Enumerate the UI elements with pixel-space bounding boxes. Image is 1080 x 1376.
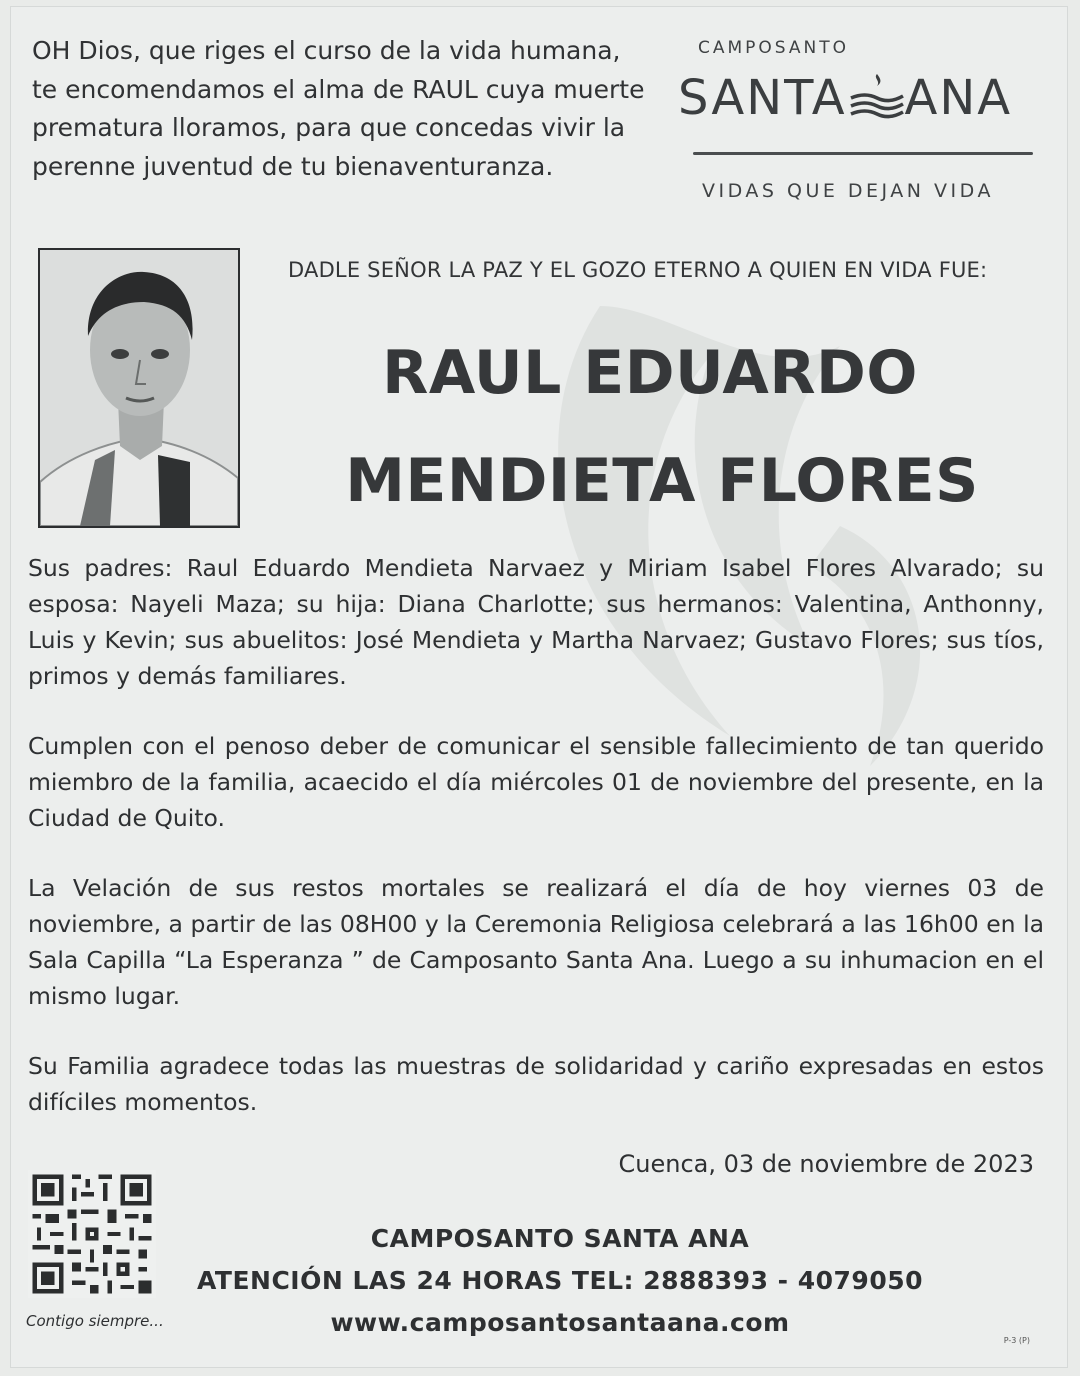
- opening-prayer: OH Dios, que riges el curso de la vida humana, te encomendamos el alma de RAUL cuya muerte prematura lloramos, para que concedas vivir la perenne juventud de tu bienaventuranza.: [32, 36, 645, 181]
- qr-code[interactable]: [28, 1170, 156, 1298]
- footer-website-link[interactable]: www.camposantosantaana.com: [330, 1308, 790, 1337]
- footer-phone[interactable]: ATENCIÓN LAS 24 HORAS TEL: 2888393 - 4079050: [196, 1266, 924, 1295]
- deceased-name-line1: RAUL EDUARDO: [382, 338, 918, 408]
- announcement-paragraph: Cumplen con el penoso deber de comunicar el sensible fallecimiento de tan querido miembro de la familia, acaecido el día miércoles 01 de noviembre del presente, en la Ciudad de Quito.: [28, 732, 1044, 832]
- deceased-photo: [38, 248, 240, 528]
- place-date: Cuenca, 03 de noviembre de 2023: [618, 1150, 1034, 1178]
- logo-camposanto-text: CAMPOSANTO: [698, 38, 850, 58]
- obituary-page: [10, 6, 1068, 1368]
- footer-company: CAMPOSANTO SANTA ANA: [370, 1224, 750, 1253]
- logo-divider: [693, 152, 1033, 155]
- logo-word-santa: SANTA: [678, 70, 847, 126]
- thanks-paragraph: Su Familia agradece todas las muestras de solidaridad y cariño expresadas en estos difíciles momentos.: [28, 1052, 1044, 1116]
- family-paragraph: Sus padres: Raul Eduardo Mendieta Narvaez y Miriam Isabel Flores Alvarado; su esposa: Nayeli Maza; su hija: Diana Charlotte; sus hermanos: Valentina, Anthonny, Luis y Kevin; sus abuelitos: José Mendieta y Martha Narvaez; Gustavo Flores; sus tíos, primos y demás familiares.: [28, 554, 1044, 690]
- print-code: P-3 (P): [1003, 1336, 1030, 1345]
- dedication-line: DADLE SEÑOR LA PAZ Y EL GOZO ETERNO A QUIEN EN VIDA FUE:: [288, 258, 988, 282]
- portrait-image: [40, 250, 238, 526]
- deceased-name-line2: MENDIETA FLORES: [345, 446, 979, 516]
- qr-caption: Contigo siempre...: [26, 1312, 164, 1330]
- ceremony-paragraph: La Velación de sus restos mortales se realizará el día de hoy viernes 03 de noviembre, a partir de las 08H00 y la Ceremonia Religiosa celebrará a las 16h00 en la Sala Capilla “La Esperanza ” de Camposanto Santa Ana. Luego a su inhumacion en el mismo lugar.: [28, 874, 1044, 1010]
- logo-tagline: VIDAS QUE DEJAN VIDA: [702, 180, 994, 202]
- camposanto-logo: [678, 36, 1048, 216]
- logo-wordmark: [678, 70, 1012, 126]
- flame-waves-icon: [847, 72, 905, 120]
- logo-word-ana: ANA: [904, 70, 1013, 126]
